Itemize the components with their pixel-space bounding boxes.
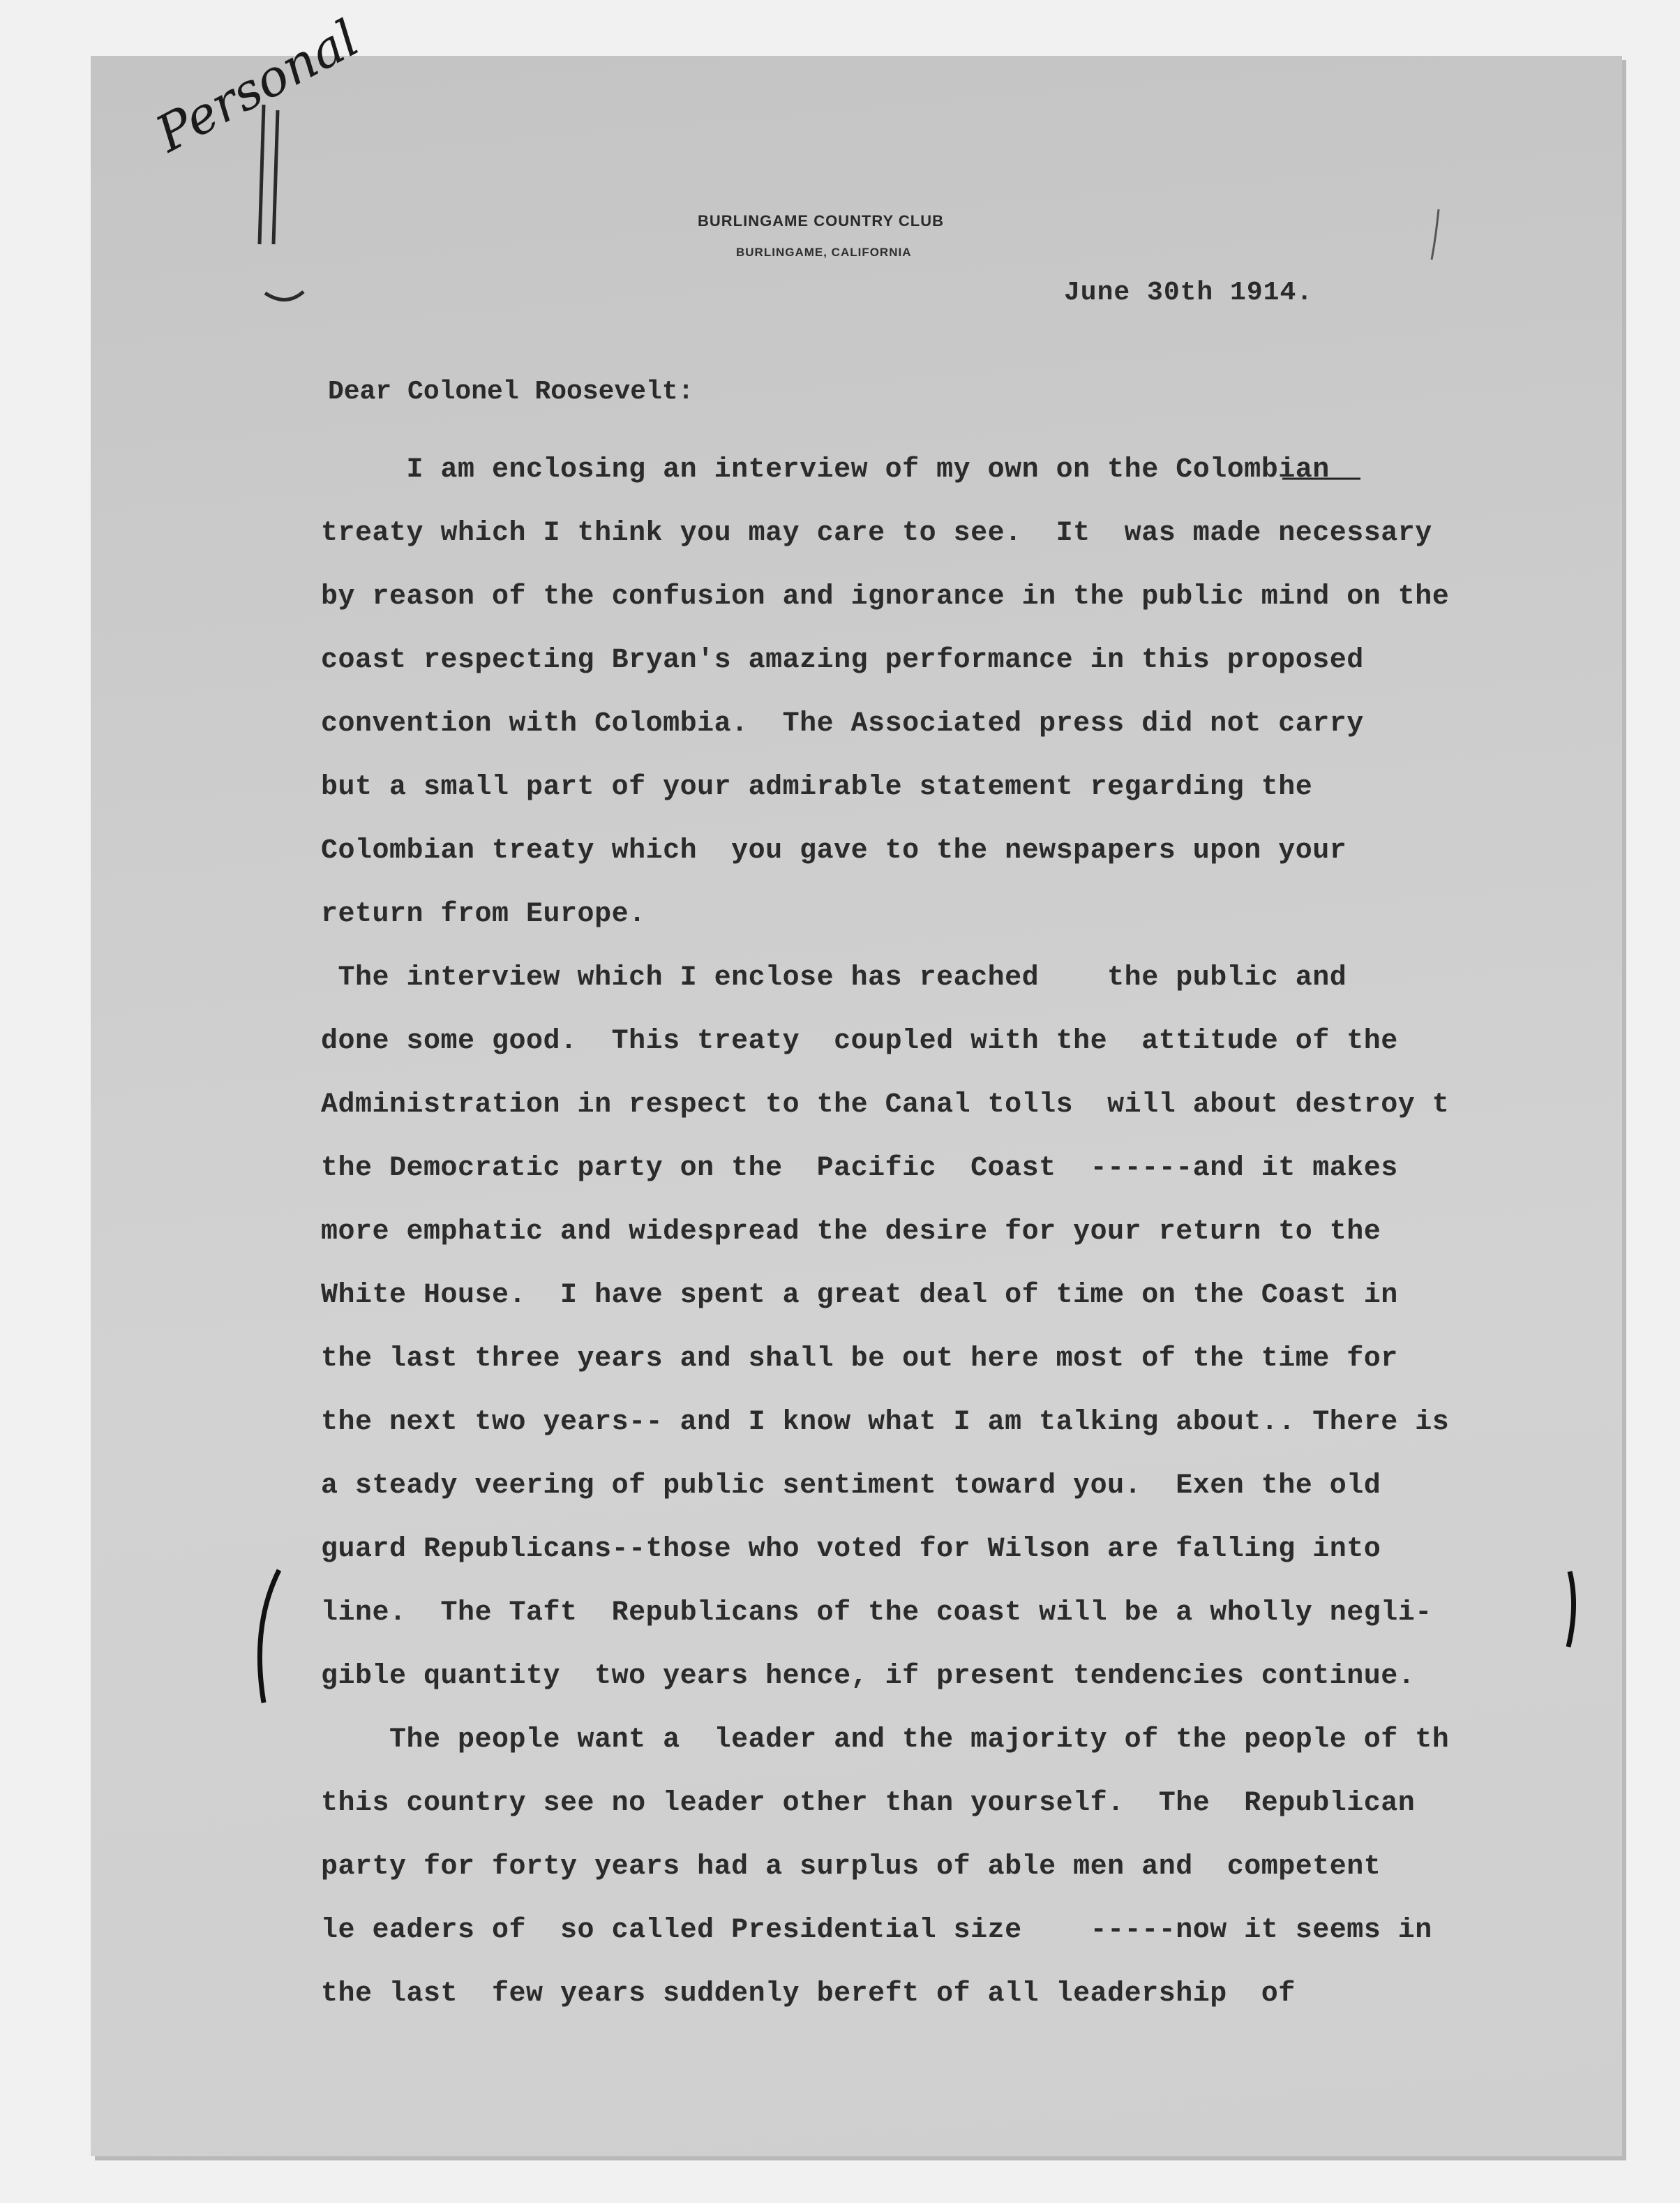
letter-body — [321, 438, 1549, 2026]
body-line: White House. I have spent a great deal of time on the Coast in — [321, 1280, 1398, 1311]
body-line: the next two years-- and I know what I am talking about.. There is — [321, 1407, 1450, 1438]
body-line: treaty which I think you may care to see. It was made necessary — [321, 518, 1432, 549]
letterhead-name: BURLINGAME COUNTRY CLUB — [698, 212, 944, 230]
body-line: The people want a leader and the majority of the people of th — [321, 1724, 1450, 1756]
body-line: coast respecting Bryan's amazing performance in this proposed — [321, 645, 1364, 676]
body-line: but a small part of your admirable statement regarding the — [321, 772, 1313, 803]
body-line: more emphatic and widespread the desire for your return to the — [321, 1216, 1381, 1248]
salutation: Dear ​Colonel Roosevelt: — [328, 377, 694, 407]
body-line: done some good. This treaty coupled with the attitude of the — [321, 1026, 1398, 1057]
body-line: a steady veering of public sentiment toward you. Exen the old — [321, 1470, 1381, 1502]
body-line: The interview which I enclose has reached the public and — [321, 962, 1347, 994]
body-line: le eaders of so called Presidential size -----now it seems in — [321, 1915, 1432, 1946]
body-line: Colombian treaty which you gave to the newspapers upon your — [321, 835, 1347, 867]
body-line: this country see no leader other than yourself. The Republican — [321, 1788, 1416, 1819]
body-line: I am enclosing an interview of my own on the Colombian — [321, 454, 1330, 486]
right-bracket-mark — [1568, 1571, 1574, 1647]
body-line: the last three years and shall be out here most of the time for — [321, 1343, 1398, 1375]
body-line: Administration in respect to the Canal tolls will about destroy t — [321, 1089, 1450, 1121]
body-line: by reason of the confusion and ignorance in the public mind on the — [321, 581, 1450, 613]
letterhead-place: BURLINGAME, CALIFORNIA — [736, 246, 912, 259]
body-line: line. The Taft Republicans of the coast will be a wholly negli- — [321, 1597, 1432, 1629]
margin-tick-mark — [1432, 209, 1439, 260]
body-line: return from Europe. — [321, 899, 646, 930]
personal-annotation: Personal — [147, 8, 368, 164]
letter-date: June 30th 1914. — [1064, 278, 1314, 308]
annotation-bracket-mark — [260, 105, 303, 300]
body-line: the last few years suddenly bereft of all leadership of — [321, 1978, 1296, 2010]
left-bracket-mark — [260, 1570, 279, 1703]
body-line: gible quantity two years hence, if present tendencies continue. — [321, 1661, 1416, 1692]
body-line: party for forty years had a surplus of able men and competent — [321, 1851, 1381, 1883]
body-line: guard Republicans--those who voted for Wilson are falling into — [321, 1534, 1381, 1565]
body-line: convention with Colombia. The Associated press did not carry — [321, 708, 1364, 740]
body-line: the Democratic party on the Pacific Coast ------and it makes — [321, 1153, 1398, 1184]
